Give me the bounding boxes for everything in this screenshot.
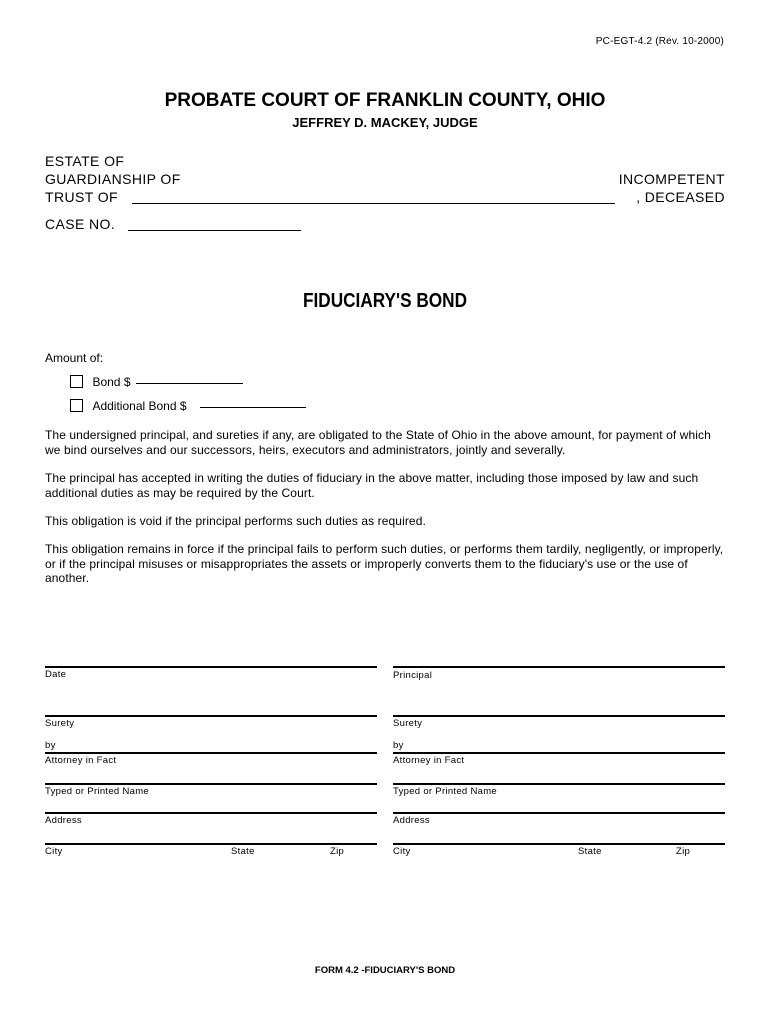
name-field-line[interactable] (132, 189, 615, 204)
paragraph-obligation: The undersigned principal, and sureties if any, are obligated to the State of Ohio in the above amount, for payment of which we bind ourselves and our successors, heirs, executors and administrators, jointly and severally. (45, 428, 711, 457)
typed-name-label-right: Typed or Printed Name (393, 786, 497, 797)
attorney-line-left[interactable] (45, 752, 377, 754)
city-line-left[interactable] (45, 843, 377, 845)
city-line-right[interactable] (393, 843, 725, 845)
principal-line[interactable] (393, 666, 725, 668)
bond-label: Bond $ (92, 375, 131, 389)
typed-name-line-right[interactable] (393, 783, 725, 785)
guardianship-of-label: GUARDIANSHIP OF (45, 171, 181, 187)
bond-checkbox[interactable] (70, 375, 83, 388)
city-label-left: City (45, 846, 63, 857)
surety-line-left[interactable] (45, 715, 377, 717)
incompetent-label: INCOMPETENT (618, 171, 725, 187)
date-label: Date (45, 669, 67, 680)
form-number: PC-EGT-4.2 (Rev. 10-2000) (595, 36, 724, 47)
trust-of-label: TRUST OF (45, 189, 118, 205)
case-no-field-line[interactable] (128, 216, 301, 231)
estate-of-label: ESTATE OF (45, 153, 125, 169)
form-footer: FORM 4.2 -FIDUCIARY'S BOND (314, 965, 456, 976)
address-line-right[interactable] (393, 812, 725, 814)
surety-line-right[interactable] (393, 715, 725, 717)
zip-label-right: Zip (676, 846, 691, 857)
additional-bond-label: Additional Bond $ (92, 399, 187, 413)
surety-label-right: Surety (393, 718, 423, 729)
paragraph-void: This obligation is void if the principal performs such duties as required. (45, 514, 426, 528)
zip-label-left: Zip (330, 846, 345, 857)
city-label-right: City (393, 846, 411, 857)
paragraph-duties: The principal has accepted in writing the duties of fiduciary in the above matter, including those imposed by law and such additional duties as may be required by the Court. (45, 471, 699, 500)
attorney-label-right: Attorney in Fact (393, 755, 465, 766)
state-label-left: State (231, 846, 255, 857)
typed-name-line-left[interactable] (45, 783, 377, 785)
attorney-line-right[interactable] (393, 752, 725, 754)
additional-bond-checkbox[interactable] (70, 399, 83, 412)
court-name: PROBATE COURT OF FRANKLIN COUNTY, OHIO (164, 90, 606, 111)
address-line-left[interactable] (45, 812, 377, 814)
typed-name-label-left: Typed or Printed Name (45, 786, 149, 797)
principal-label: Principal (393, 670, 433, 681)
paragraph-in-force: This obligation remains in force if the principal fails to perform such duties, or performs them tardily, negligently, or improperly, or if the principal misuses or misappropriates the assets or improperly converts them to the fiduciary's use or the use of another. (45, 542, 724, 585)
form-title: FIDUCIARY'S BOND (303, 290, 467, 312)
amount-of-label: Amount of: (45, 351, 104, 365)
judge-name: JEFFREY D. MACKEY, JUDGE (292, 115, 478, 130)
bond-amount-field[interactable] (136, 370, 243, 384)
deceased-label: , DECEASED (636, 189, 725, 205)
date-line[interactable] (45, 666, 377, 668)
address-label-right: Address (393, 815, 430, 826)
case-no-label: CASE NO. (45, 216, 116, 232)
additional-bond-option (70, 397, 187, 415)
attorney-label-left: Attorney in Fact (45, 755, 117, 766)
surety-label-left: Surety (45, 718, 75, 729)
bond-option (70, 373, 131, 391)
address-label-left: Address (45, 815, 82, 826)
by-label-right: by (393, 740, 404, 751)
by-label-left: by (45, 740, 56, 751)
state-label-right: State (578, 846, 602, 857)
additional-bond-amount-field[interactable] (200, 394, 306, 408)
